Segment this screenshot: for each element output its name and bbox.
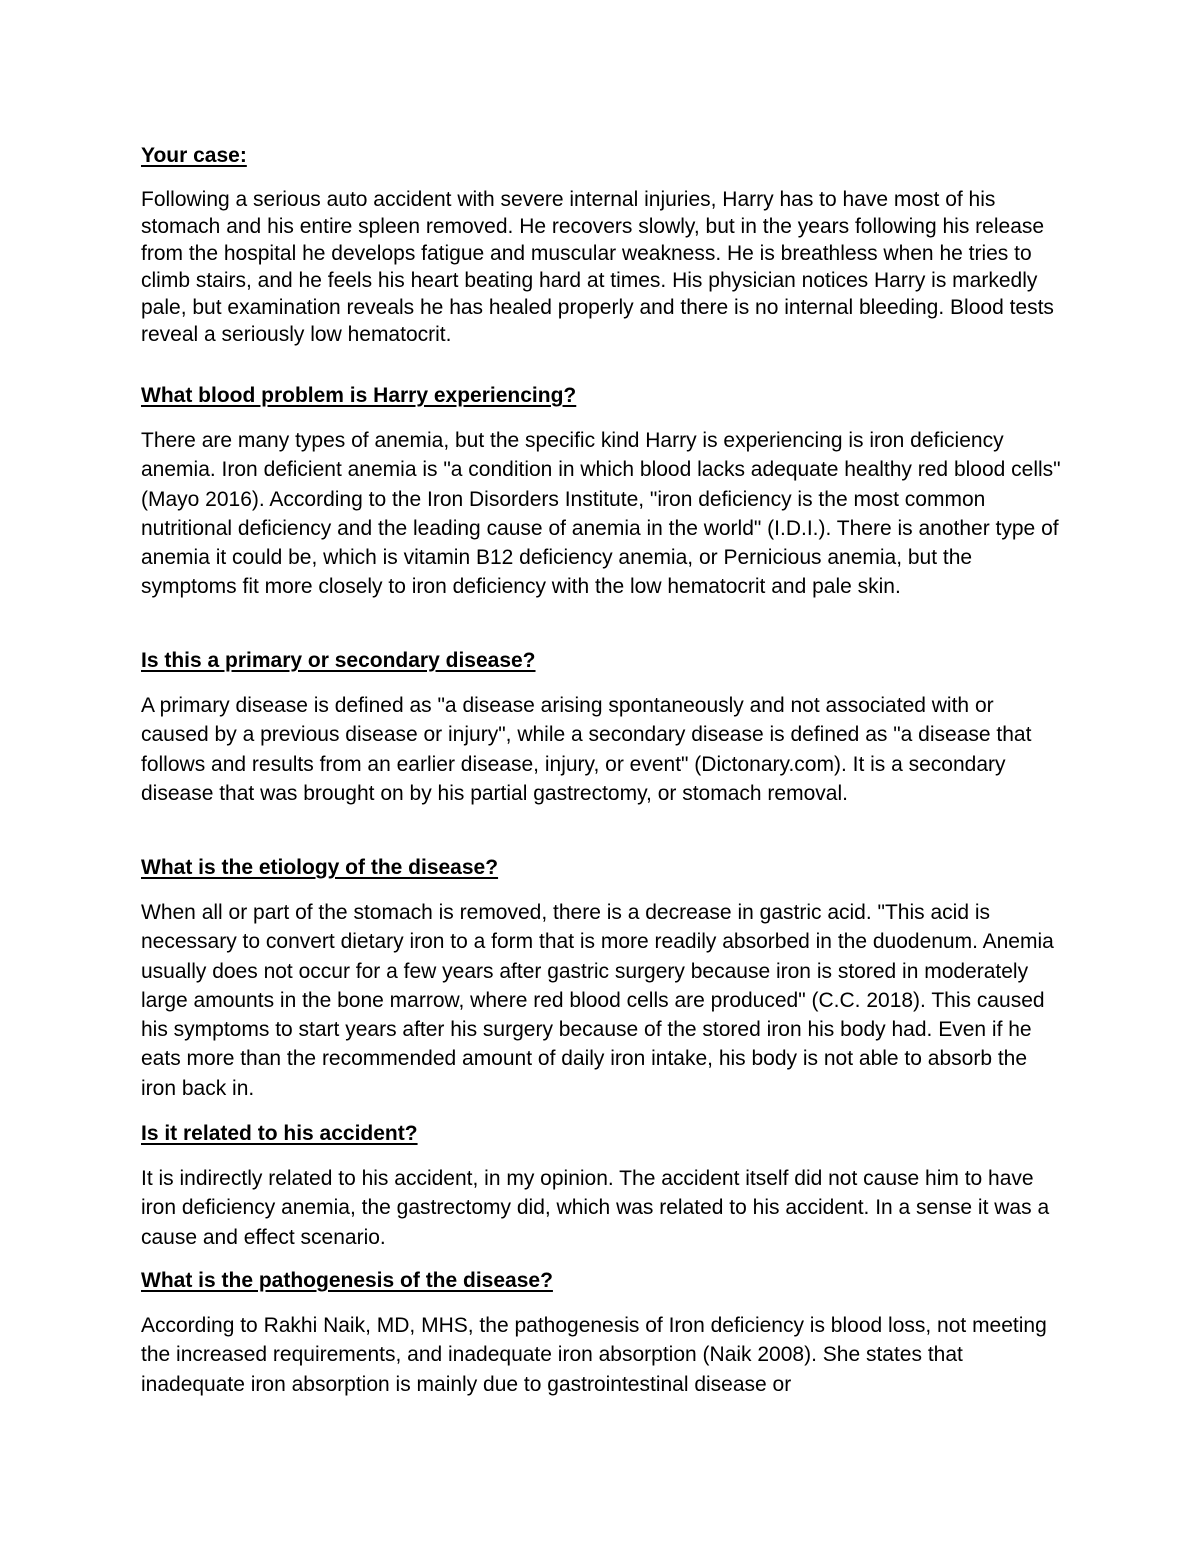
section-pathogenesis <box>141 1266 1061 1413</box>
section-etiology <box>141 853 1061 1117</box>
section-primary-secondary <box>141 646 1061 822</box>
section-body: There are many types of anemia, but the specific kind Harry is experiencing is iron deficiency anemia. Iron deficient anemia is "a condition in which blood lacks adequate healthy red blood cells" (Mayo 2016). According to the Iron Disorders Institute, "iron deficiency is the most common nutritional deficiency and the leading cause of anemia in the world" (I.D.I.). There is another type of anemia it could be, which is vitamin B12 deficiency anemia, or Pernicious anemia, but the symptoms fit more closely to iron deficiency with the low hematocrit and pale skin. <box>141 429 1061 599</box>
section-heading: Is this a primary or secondary disease? <box>141 649 536 672</box>
section-body: Following a serious auto accident with severe internal injuries, Harry has to have most of his stomach and his entire spleen removed. He recovers slowly, but in the years following his release from the hospital he develops fatigue and muscular weakness. He is breathless when he tries to climb stairs, and he feels his heart beating hard at times. His physician notices Harry is markedly pale, but examination reveals he has healed properly and there is no internal bleeding. Blood tests reveal a seriously low hematocrit. <box>141 188 1054 346</box>
section-heading: Is it related to his accident? <box>141 1122 418 1145</box>
section-body: It is indirectly related to his accident, in my opinion. The accident itself did not cause him to have iron deficiency anemia, the gastrectomy did, which was related to his accident. In a sense it was a cause and effect scenario. <box>141 1167 1050 1249</box>
section-heading: What is the pathogenesis of the disease? <box>141 1269 553 1292</box>
section-body: According to Rakhi Naik, MD, MHS, the pathogenesis of Iron deficiency is blood loss, not meeting the increased requirements, and inadequate iron absorption (Naik 2008). She states that inadequate iron absorption is mainly due to gastrointestinal disease or <box>141 1314 1047 1396</box>
section-accident <box>141 1119 1061 1266</box>
section-blood-problem <box>141 381 1061 616</box>
section-your-case <box>141 141 1061 362</box>
section-body: A primary disease is defined as "a disease arising spontaneously and not associated with or caused by a previous disease or injury", while a secondary disease is defined as "a disease that follows and results from an earlier disease, injury, or event" (Dictonary.com). It is a secondary disease that was brought on by his partial gastrectomy, or stomach removal. <box>141 694 1032 805</box>
section-body: When all or part of the stomach is removed, there is a decrease in gastric acid. "This acid is necessary to convert dietary iron to a form that is more readily absorbed in the duodenum. Anemia usually does not occur for a few years after gastric surgery because iron is stored in moderately large amounts in the bone marrow, where red blood cells are produced" (C.C. 2018). This caused his symptoms to start years after his surgery because of the stored iron his body had. Even if he eats more than the recommended amount of daily iron intake, his body is not able to absorb the iron back in. <box>141 901 1054 1100</box>
section-heading: What blood problem is Harry experiencing? <box>141 384 577 407</box>
section-heading: Your case: <box>141 144 247 167</box>
section-heading: What is the etiology of the disease? <box>141 856 499 879</box>
